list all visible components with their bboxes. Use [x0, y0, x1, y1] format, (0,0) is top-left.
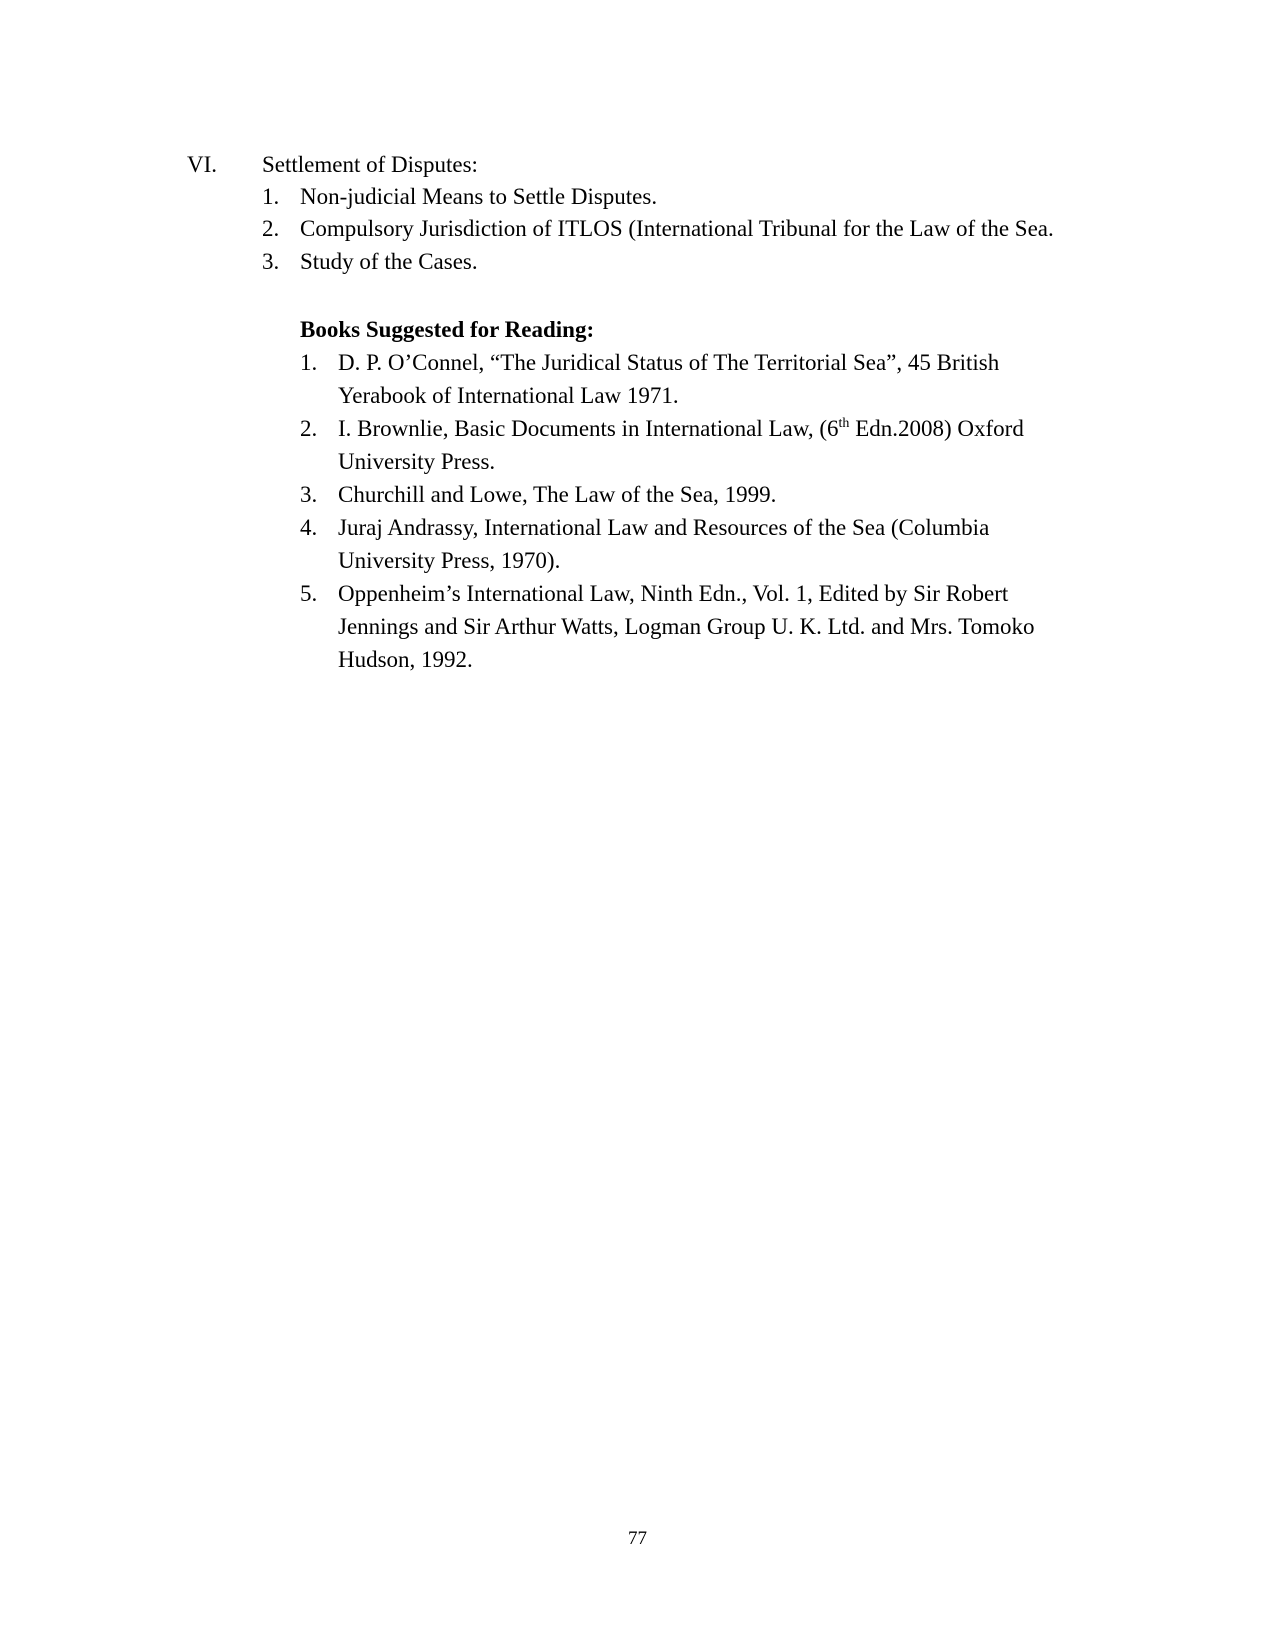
book-number: 2.	[300, 416, 318, 441]
topic-number: 1.	[262, 184, 280, 209]
books-heading: Books Suggested for Reading:	[300, 317, 595, 342]
book-text: D. P. O’Connel, “The Juridical Status of The Territorial Sea”, 45 British	[338, 350, 1000, 375]
topic-text: Non-judicial Means to Settle Disputes.	[300, 184, 658, 209]
book-text: Oppenheim’s International Law, Ninth Edn., Vol. 1, Edited by Sir Robert	[338, 581, 1009, 606]
book-number: 1.	[300, 350, 318, 375]
book-text: Hudson, 1992.	[338, 647, 473, 672]
book-text-part: I. Brownlie, Basic Documents in International Law, (6	[338, 416, 839, 441]
topic-text: Compulsory Jurisdiction of ITLOS (International Tribunal for the Law of the Sea.	[300, 216, 1054, 241]
page-number: 77	[628, 1528, 647, 1549]
book-text: University Press, 1970).	[338, 548, 561, 573]
book-number: 5.	[300, 581, 318, 606]
topic-text: Study of the Cases.	[300, 249, 478, 274]
book-text: Jennings and Sir Arthur Watts, Logman Group U. K. Ltd. and Mrs. Tomoko	[338, 614, 1035, 639]
book-text	[338, 412, 1024, 449]
book-text-part: Edn.2008) Oxford	[849, 416, 1024, 441]
book-text: Churchill and Lowe, The Law of the Sea, 1999.	[338, 482, 777, 507]
topic-number: 2.	[262, 216, 280, 241]
book-text: Yerabook of International Law 1971.	[338, 383, 679, 408]
section-numeral: VI.	[187, 152, 218, 177]
ordinal-superscript: th	[838, 416, 850, 431]
book-text: University Press.	[338, 449, 496, 474]
section-title: Settlement of Disputes:	[262, 152, 478, 177]
topic-number: 3.	[262, 249, 280, 274]
book-number: 4.	[300, 515, 318, 540]
book-number: 3.	[300, 482, 318, 507]
book-text: Juraj Andrassy, International Law and Resources of the Sea (Columbia	[338, 515, 990, 540]
